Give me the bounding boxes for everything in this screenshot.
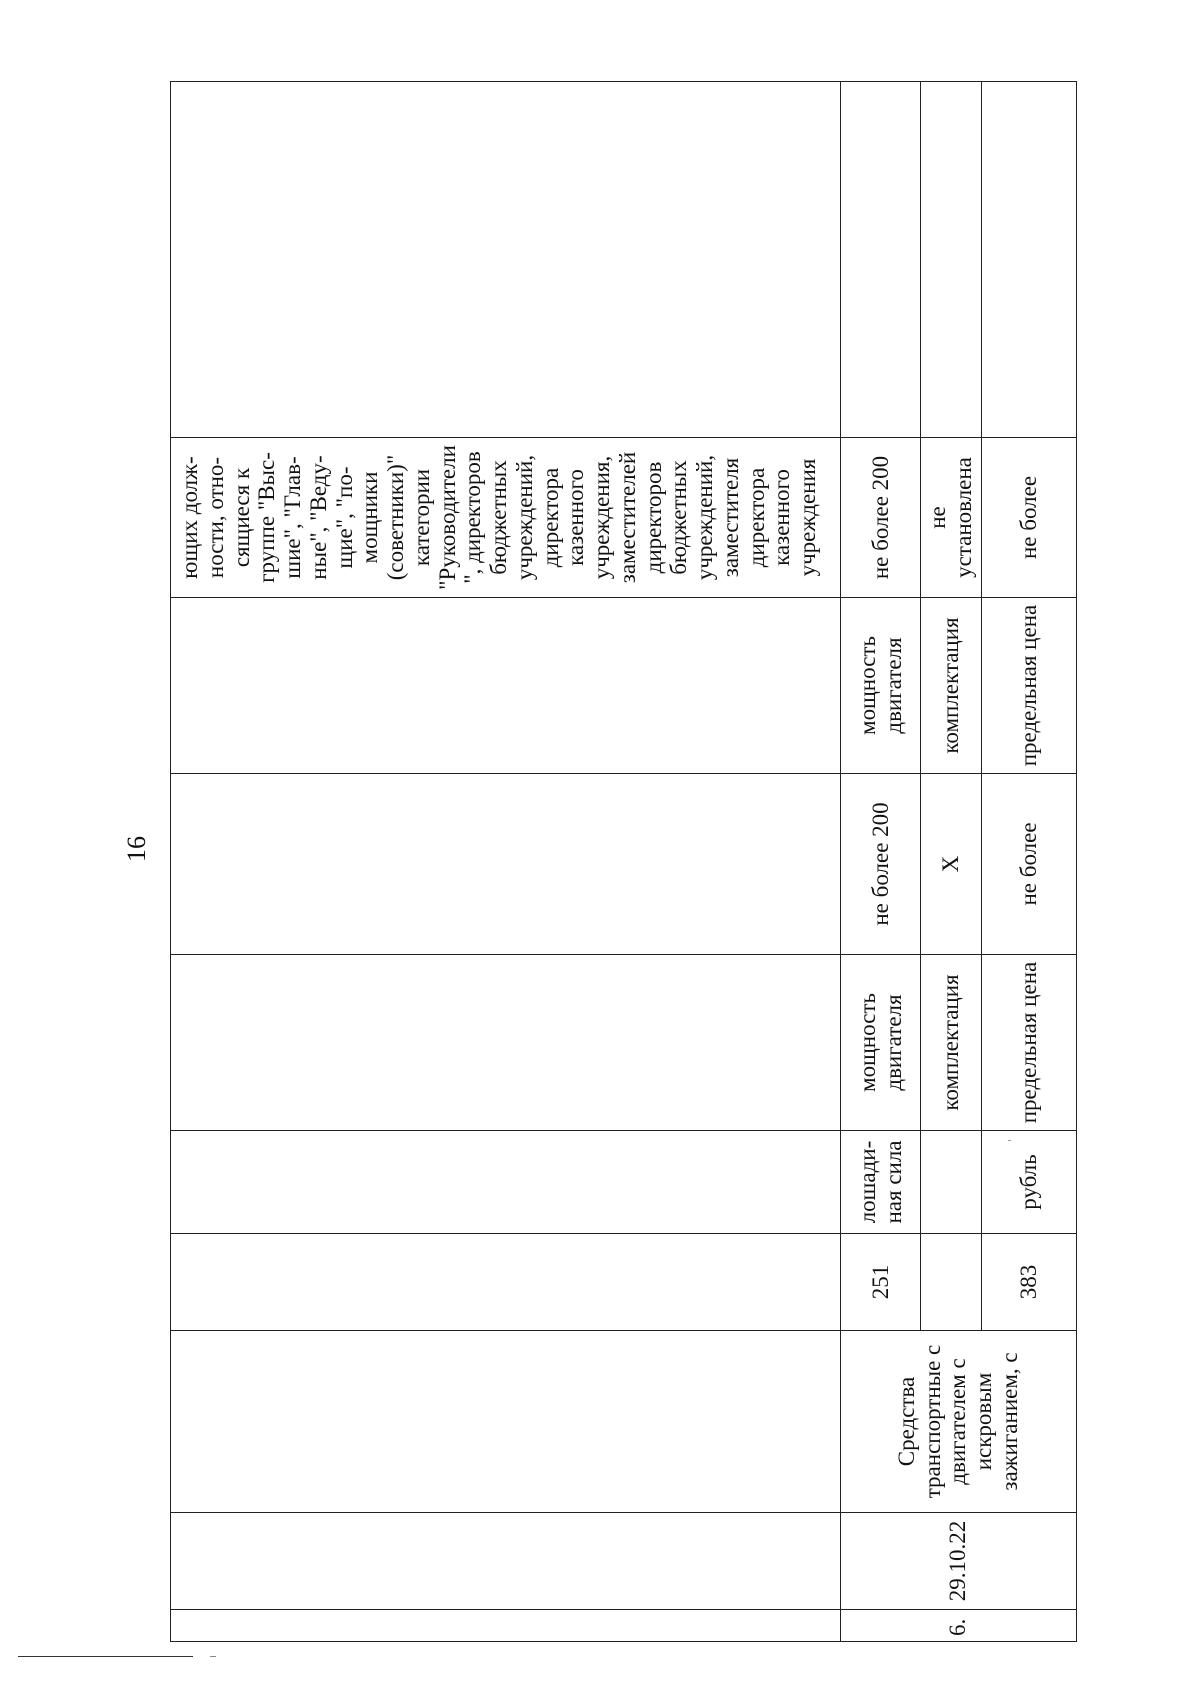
table-cell	[171, 774, 841, 955]
table-row-description	[171, 82, 841, 1642]
characteristics-table	[170, 81, 1077, 1642]
table-row-engine-power	[841, 82, 921, 1642]
characteristic-value: не более	[981, 438, 1076, 598]
table-cell	[171, 82, 841, 438]
table-cell	[171, 1513, 841, 1610]
unit-name	[921, 1131, 982, 1234]
scan-artifact	[1008, 1140, 1011, 1141]
characteristic-name: мощность двигателя	[841, 598, 921, 774]
unit-code	[921, 1234, 982, 1331]
characteristic-value: не более 200	[841, 438, 921, 598]
table-cell	[171, 1131, 841, 1234]
position-description-cell: ющих долж- ности, отно- сящиеся к группе "Выс- шие", "Глав- ные", "Веду- щие", "по- мощники (советники)" категории "Руководители ", директоров бюджетных учреждений, директора казенного учреждения, заместителей директоров бюджетных учреждений, заместителя директора казенного учреждения	[171, 438, 841, 598]
characteristic-name: предельная цена	[981, 598, 1076, 774]
table-cell	[171, 1610, 841, 1642]
table-cell	[171, 1234, 841, 1331]
characteristic-value: не более 200	[841, 774, 921, 955]
characteristic-name: предельная цена	[981, 955, 1076, 1131]
table-cell	[921, 82, 982, 438]
footer-rule-dash	[210, 1656, 216, 1657]
table-cell	[171, 598, 841, 774]
characteristic-value: не установлена	[921, 438, 982, 598]
unit-name: рубль	[981, 1131, 1076, 1234]
characteristic-value: не более	[981, 774, 1076, 955]
page-number: 16	[122, 836, 151, 862]
unit-code: 383	[981, 1234, 1076, 1331]
unit-code: 251	[841, 1234, 921, 1331]
characteristic-name: мощность двигателя	[841, 955, 921, 1131]
table-cell	[171, 955, 841, 1131]
item-number: 6.	[841, 1610, 1077, 1642]
table-cell	[981, 82, 1076, 438]
table-cell	[841, 82, 921, 438]
item-code: 29.10.22	[841, 1513, 1077, 1610]
characteristic-name: комплектация	[921, 598, 982, 774]
footer-rule	[18, 1656, 193, 1657]
characteristic-name: комплектация	[921, 955, 982, 1131]
item-name: Средства транспортные с двигателем с искровым зажиганием, с	[841, 1331, 1077, 1513]
rotated-table	[170, 82, 1065, 1642]
table-cell	[171, 1331, 841, 1513]
unit-name: лошади- ная сила	[841, 1131, 921, 1234]
characteristic-value: Х	[921, 774, 982, 955]
